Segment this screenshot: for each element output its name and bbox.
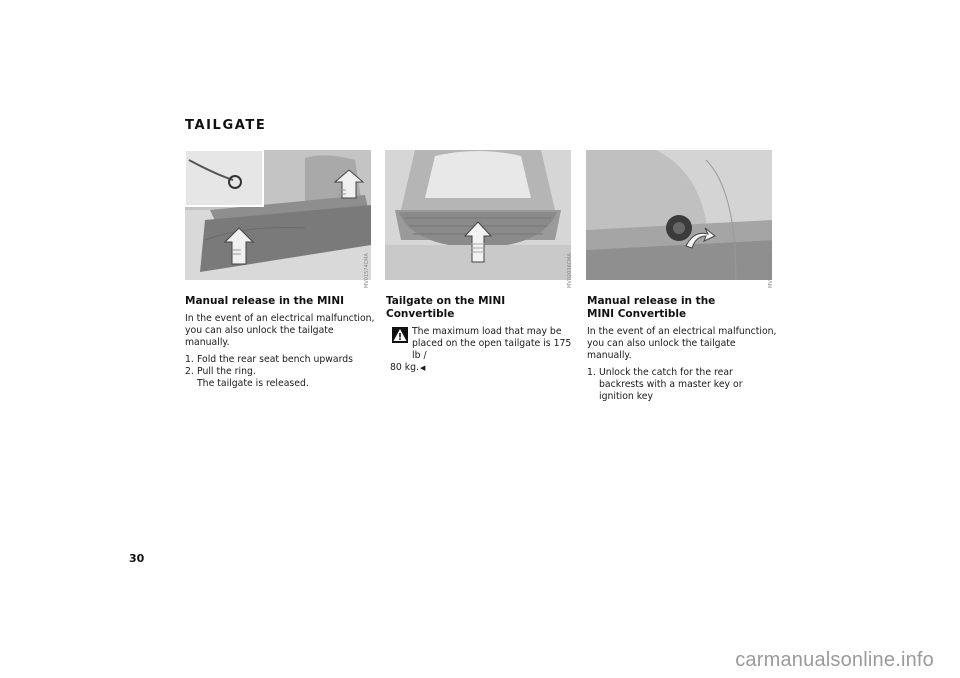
warning-line: The maximum load that may be bbox=[412, 326, 562, 337]
list-item bbox=[185, 366, 375, 390]
figure-convertible-tailgate bbox=[385, 150, 571, 280]
heading: Tailgate on the MINI Convertible bbox=[386, 295, 506, 320]
figure-code: MV01574CMA bbox=[364, 253, 370, 288]
rear-seat-release-ring-illustration bbox=[185, 150, 371, 280]
watermark: carmanualsonline.info bbox=[735, 649, 934, 671]
column-manual-release-mini bbox=[185, 295, 375, 390]
step-text: Pull the ring. bbox=[197, 366, 256, 377]
convertible-backrest-catch-illustration bbox=[586, 150, 772, 280]
step-text: Unlock the catch for the rear backrests with a master key or ignition key bbox=[599, 367, 743, 402]
convertible-tailgate-illustration bbox=[385, 150, 571, 280]
intro-text: In the event of an electrical malfunction, you can also unlock the tailgate manually. bbox=[185, 313, 375, 348]
figure-convertible-catch bbox=[586, 150, 772, 280]
step-subtext: The tailgate is released. bbox=[197, 378, 309, 389]
step-number: 2. bbox=[185, 366, 194, 377]
warning-line bbox=[386, 362, 576, 374]
step-text: Fold the rear seat bench upwards bbox=[197, 354, 353, 365]
list-item bbox=[587, 367, 777, 403]
warning-triangle-icon bbox=[392, 327, 408, 343]
figure-code: MV02036CMA bbox=[567, 253, 573, 288]
figure-code: MV02660CMA bbox=[768, 253, 774, 288]
figure-rear-seat-release bbox=[185, 150, 371, 280]
steps-list bbox=[587, 367, 777, 403]
end-mark-icon: ◀ bbox=[420, 364, 426, 372]
heading: Manual release in the MINI bbox=[185, 295, 345, 307]
warning-line: placed on the open tailgate is 175 lb / bbox=[412, 338, 572, 361]
column-tailgate-convertible bbox=[386, 295, 576, 374]
heading: Manual release in the MINI Convertible bbox=[587, 295, 716, 320]
page-number: 30 bbox=[129, 552, 145, 565]
intro-text: In the event of an electrical malfunction, you can also unlock the tailgate manually. bbox=[587, 326, 777, 361]
section-title: TAILGATE bbox=[185, 118, 267, 133]
column-manual-release-convertible bbox=[587, 295, 777, 403]
step-number: 1. bbox=[185, 354, 194, 365]
steps-list bbox=[185, 354, 375, 390]
list-item bbox=[185, 354, 375, 366]
step-number: 1. bbox=[587, 367, 596, 378]
warning-note bbox=[386, 326, 576, 374]
warning-line-end: 80 kg. bbox=[390, 362, 420, 373]
